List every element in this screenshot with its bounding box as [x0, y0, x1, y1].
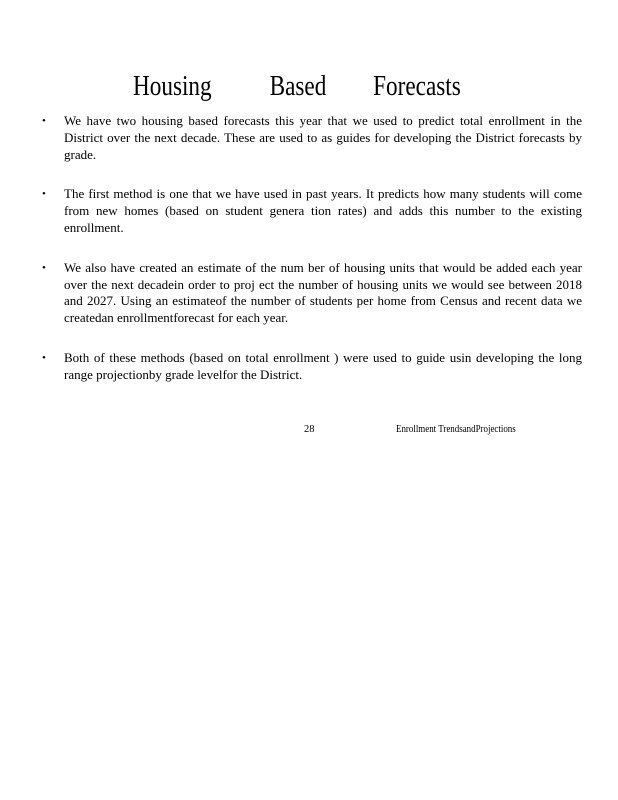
bullet-item-4: [42, 350, 582, 384]
title-word-1: Housing: [133, 70, 212, 102]
bullet-dot: •: [42, 261, 46, 274]
page-number: 28: [304, 424, 315, 435]
page-title: [133, 70, 461, 103]
bullet-dot: •: [42, 188, 46, 201]
bullet-dot: •: [42, 115, 46, 127]
bullet-text-4: Both of these methods (based on total enrollment ) were used to guide usin developing the long range projectionby grade levelfor the District.: [64, 349, 582, 382]
bullet-item-1: [42, 113, 582, 163]
title-word-3: Forecasts: [373, 70, 461, 102]
footer-title: Enrollment TrendsandProjections: [396, 424, 516, 435]
bullet-dot: •: [42, 351, 46, 364]
bullet-text-1: We have two housing based forecasts this year that we used to predict total enrollment in the District over the next decade. These are used to as guides for developing the District forecasts by grade.: [64, 113, 582, 162]
title-word-2: Based: [269, 70, 327, 102]
bullet-text-2: The first method is one that we have used in past years. It predicts how many students will come from new homes (based on student genera tion rates) and adds this number to the existing enrollment.: [64, 186, 582, 235]
bullet-text-3: We also have created an estimate of the num ber of housing units that would be added each year over the next decadein order to proj ect the number of housing units we would see between 2018 and 2027. Using an estimateof the number of students per home from Census and recent data we createdan enrollmentforecast for each year.: [64, 259, 582, 326]
bullet-item-3: [42, 260, 582, 327]
bullet-list: [42, 113, 582, 407]
bullet-item-2: [42, 186, 582, 236]
